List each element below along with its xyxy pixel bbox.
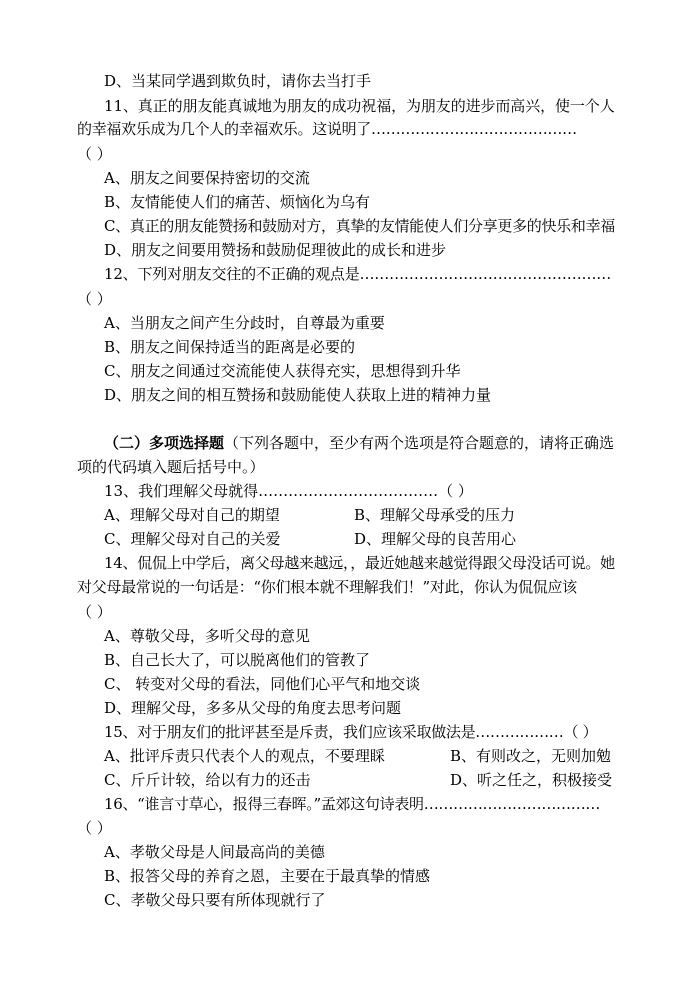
q11-answer-paren: （ ） (77, 145, 112, 163)
q13-stem: 13、我们理解父母就得………………………………（ ） (104, 482, 473, 500)
q14-option-b: B、自己长大了，可以脱离他们的管教了 (104, 651, 371, 669)
q12-answer-paren: （ ） (77, 290, 112, 308)
q16-stem-line1: 16、“谁言寸草心，报得三春晖。”孟郊这句诗表明……………………………… (104, 795, 601, 813)
q11-option-d: D、朋友之间要用赞扬和鼓励促理彼此的成长和进步 (104, 241, 447, 259)
q15-option-c: C、斤斤计较，给以有力的还击 (104, 771, 311, 789)
q13-option-d: D、理解父母的良苦用心 (354, 530, 517, 548)
q13-option-c: C、理解父母对自己的关爱 (104, 530, 281, 548)
q12-option-a: A、当朋友之间产生分歧时，自尊最为重要 (104, 314, 385, 332)
q11-stem-line2: 的幸福欢乐成为几个人的幸福欢乐。这说明了…………………………………… (77, 120, 577, 138)
q12-option-b: B、朋友之间保持适当的距离是必要的 (104, 338, 356, 356)
q12-option-d: D、朋友之间的相互赞扬和鼓励能使人获取上进的精神力量 (104, 386, 492, 404)
q10-option-d: D、当某同学遇到欺负时，请你去当打手 (104, 72, 372, 90)
q14-answer-paren: （ ） (77, 603, 112, 621)
q13-option-a: A、理解父母对自己的期望 (104, 506, 280, 524)
section2-instruction-line2: 项的代码填入题后括号中。） (77, 458, 265, 476)
q16-option-b: B、报答父母的养育之恩，主要在于最真挚的情感 (104, 867, 431, 885)
q16-option-a: A、孝敬父母是人间最高尚的美德 (104, 843, 325, 861)
q11-option-a: A、朋友之间要保持密切的交流 (104, 169, 310, 187)
q15-option-d: D、听之任之，积极接受 (450, 771, 613, 789)
q13-option-b: B、理解父母承受的压力 (354, 506, 516, 524)
q15-option-a: A、批评斥责只代表个人的观点，不要理睬 (104, 747, 385, 765)
q11-stem-line1: 11、真正的朋友能真诚地为朋友的成功祝福，为朋友的进步而高兴，使一个人 (104, 97, 615, 115)
q12-option-c: C、朋友之间通过交流能使人获得充实，思想得到升华 (104, 362, 461, 380)
section2-title: （二）多项选择题 (104, 434, 225, 452)
q16-option-c: C、孝敬父母只要有所体现就行了 (104, 891, 326, 909)
q12-stem-line1: 12、下列对朋友交往的不正确的观点是…………………………………………… (104, 265, 612, 283)
q15-option-b: B、有则改之，无则加勉 (450, 747, 612, 765)
q15-stem: 15、对于朋友们的批评甚至是斥责，我们应该采取做法是………………（ ） (104, 723, 598, 741)
q16-answer-paren: （ ） (77, 819, 112, 837)
q14-option-d: D、理解父母，多多从父母的角度去思考问题 (104, 699, 402, 717)
q11-option-b: B、友情能使人们的痛苦、烦恼化为乌有 (104, 193, 371, 211)
section2-heading (104, 433, 614, 453)
q11-option-c: C、真正的朋友能赞扬和鼓励对方，真挚的友情能使人们分享更多的快乐和幸福 (104, 217, 615, 235)
section2-instruction-line1: （下列各题中，至少有两个选项是符合题意的，请将正确选 (224, 434, 615, 452)
q14-option-a: A、尊敬父母，多听父母的意见 (104, 627, 310, 645)
q14-option-c: C、 转变对父母的看法，同他们心平气和地交谈 (104, 675, 421, 693)
q14-stem-line2: 对父母最常说的一句话是：“你们根本就不理解我们！”对此，你认为侃侃应该 (77, 578, 577, 596)
q14-stem-line1: 14、侃侃上中学后，离父母越来越远，，最近她越来越觉得跟父母没话可说。她 (104, 554, 615, 572)
